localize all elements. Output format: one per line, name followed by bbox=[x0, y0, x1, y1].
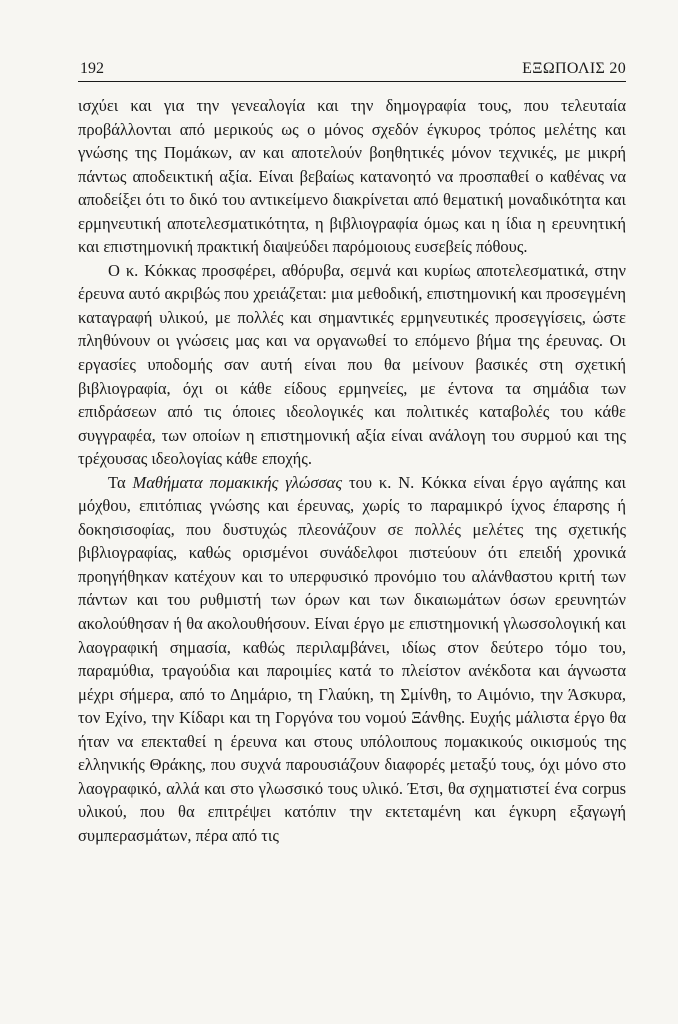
paragraph-2: Ο κ. Κόκκας προσφέρει, αθόρυβα, σεμνά και κυρίως αποτελεσματικά, στην έρευνα αυτό ακριβώς που χρειάζεται: μια μεθοδική, επιστημονική και προσεγμένη καταγραφή υλικού, με πολλές και σημαντικές ερμηνευτικές προσεγγίσεις, ώστε πληθύνουν οι γνώσεις μας και να οργανωθεί το επόμενο βήμα της έρευνας. Οι εργασίες υποδομής σαν αυτή είναι που θα μείνουν βασικές στη σχετική βιβλιογραφία, όχι οι κάθε είδους ερμηνείες, με έντονα τα σημάδια των επιδράσεων από τις όποιες ιδεολογικές και πολιτικές καταβολές του κάθε συγγραφέα, των οποίων η επιστημονική αξία είναι ανάλογη του συρμού και της τρέχουσας ιδεολογίας κάθε εποχής. bbox=[78, 260, 626, 469]
paragraph-3-text: του κ. Ν. Κόκκα είναι έργο αγάπης και μόχθου, επιτόπιας γνώσης και έρευνας, χωρίς το παραμικρό ίχνος έπαρσης ή δοκησισοφίας, που δυστυχώς πλεονάζουν σε πολλές μελέτες της σχετικής βιβλιογραφίας, καθώς ορισμένοι συνάδελφοι πιστεύουν ότι επειδή χρονικά προηγήθηκαν κατέχουν και το υπερφυσικό προνόμιο του αλάνθαστου κριτή των πάντων και του ρυθμιστή των όρων και των δικαιωμάτων όσων ερευνητών ακολούθησαν ή θα ακολουθήσουν. Είναι έργο με επιστημονική γλωσσολογική και λαογραφική σημασία, καθώς περιλαμβάνει, ιδίως στον δεύτερο τόμο του, παραμύθια, τραγούδια και παροιμίες κατά το πλείστον ανέκδοτα και άγνωστα μέχρι σήμερα, από το Δημάριο, τη Γλαύκη, τη Σμίνθη, το Αιμόνιο, την Άσκυρα, τον Εχίνο, την Κίδαρι και τη Γοργόνα του νομού Ξάνθης. Ευχής μάλιστα έργο θα ήταν να επεκταθεί η έρευνα και στους υπόλοιπους πομακικούς οικισμούς της ελληνικής Θράκης, που συχνά παρουσιάζουν διαφορές μεταξύ τους, όχι μόνο στο λαογραφικό, αλλά και στο γλωσσικό τους υλικό. Έτσι, θα σχηματιστεί ένα corpus υλικού, που θα επιτρέψει κατόπιν την εκτεταμένη και έγκυρη εξαγωγή συμπερασμάτων, πέρα από τις bbox=[78, 472, 626, 845]
paragraph-3-lead: Τα bbox=[108, 472, 133, 492]
body-text bbox=[78, 94, 626, 848]
paragraph-3 bbox=[78, 471, 626, 848]
book-title: Μαθήματα πομακικής γλώσσας bbox=[132, 472, 343, 492]
page-number: 192 bbox=[80, 60, 104, 77]
book-page bbox=[78, 60, 626, 848]
paragraph-1: ισχύει και για την γενεαλογία και την δημογραφία τους, που τελευταία προβάλλονται από μερικούς ως ο μόνος σχεδόν έγκυρος τρόπος μελέτης και γνώσης της Πομάκων, αν και αποτελούν βοηθητικές μόνον τεχνικές, με μικρή πάντως αποδεικτική αξία. Είναι βεβαίως κατανοητό να προσπαθεί ο καθένας να αποδείξει ότι το δικό του αντικείμενο διακρίνεται από θεματική μοναδικότητα και ερμηνευτική αποτελεσματικότητα, η βιβλιογραφία όμως και η ίδια η ερευνητική και επιστημονική πρακτική διαψεύδει παρόμοιους ευσεβείς πόθους. bbox=[78, 96, 626, 257]
running-head bbox=[78, 60, 626, 82]
journal-title: ΕΞΩΠΟΛΙΣ 20 bbox=[522, 60, 626, 77]
